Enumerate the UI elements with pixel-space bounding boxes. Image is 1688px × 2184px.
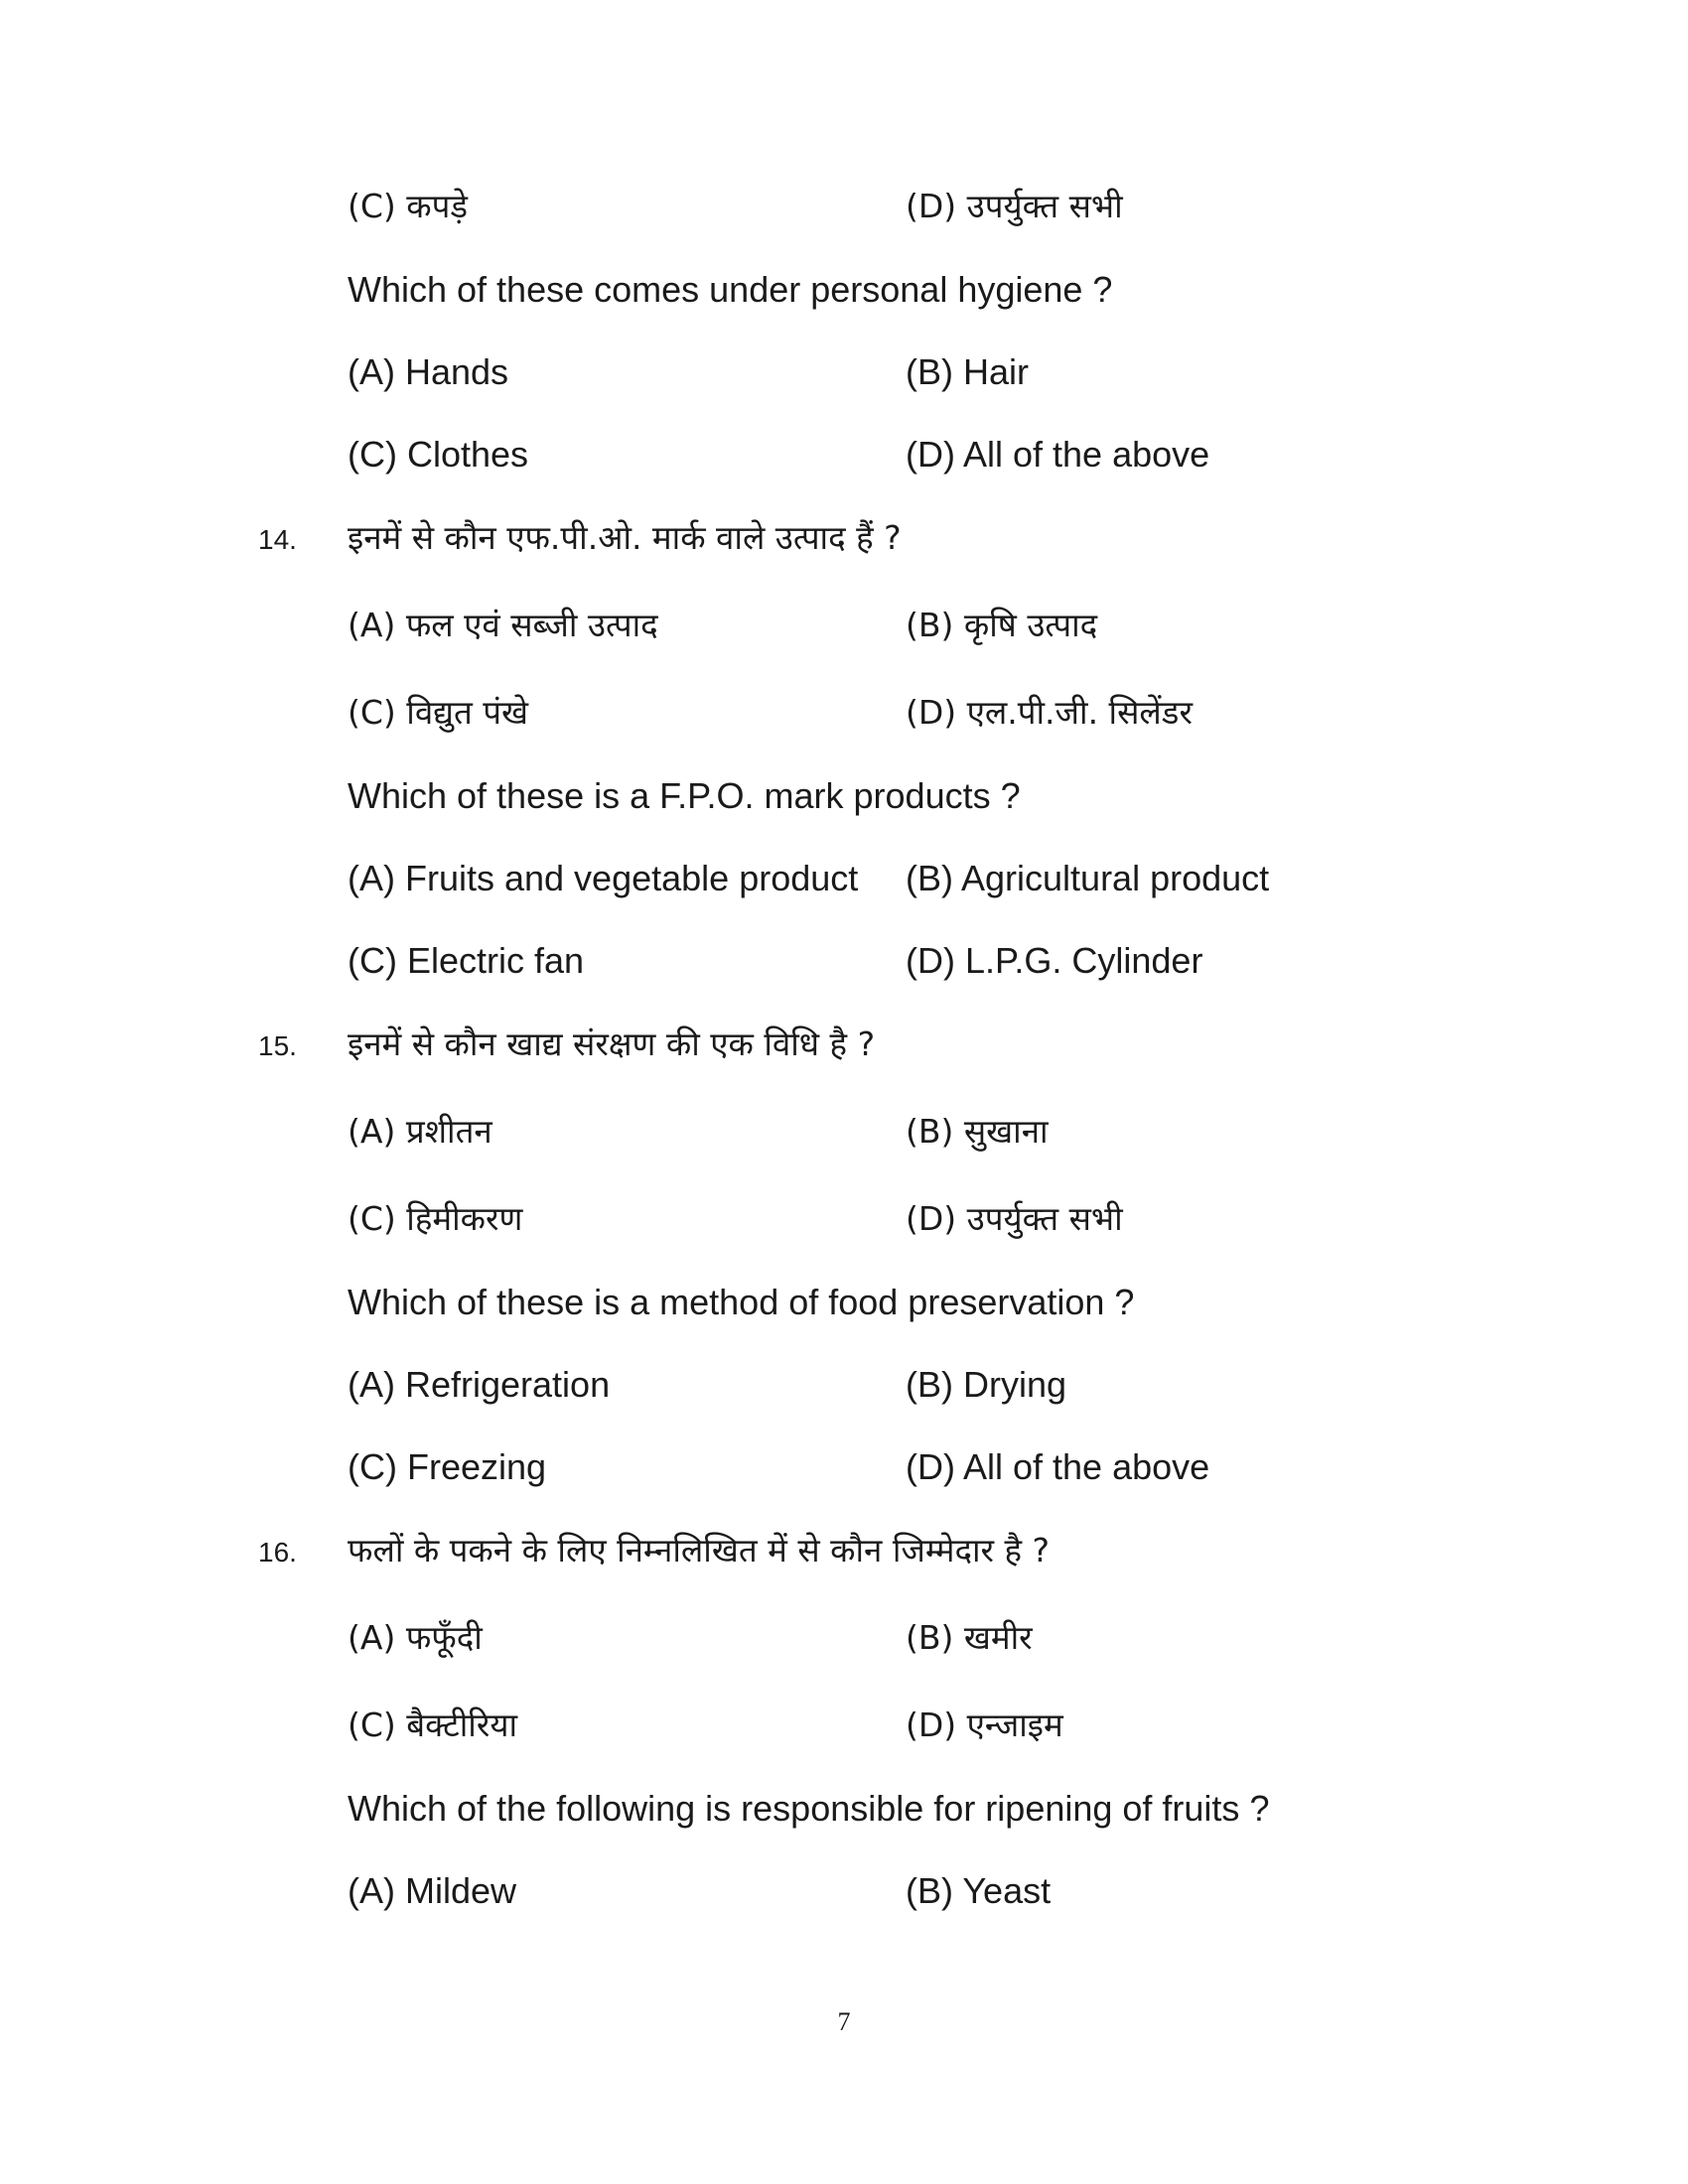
option-a: (A) Mildew: [348, 1870, 517, 1911]
question-text: Which of the following is responsible for ripening of fruits ?: [348, 1788, 1270, 1829]
q16-hindi-options-cd: [0, 1696, 1688, 1755]
q14-hindi-question: [0, 508, 1688, 568]
question-number: 15.: [258, 1030, 297, 1061]
option-a: (A) फफूँदी: [348, 1618, 483, 1657]
option-b: (B) Drying: [906, 1364, 1067, 1405]
option-c: (C) बैक्टीरिया: [348, 1706, 518, 1744]
question-text: इनमें से कौन एफ.पी.ओ. मार्क वाले उत्पाद हैं ?: [348, 518, 902, 557]
q14-english-options-cd: [0, 931, 1688, 991]
option-d: (D) एन्जाइम: [906, 1706, 1063, 1744]
q16-english-question: [0, 1779, 1688, 1839]
q16-english-options-ab: [0, 1861, 1688, 1921]
option-b: (B) खमीर: [906, 1618, 1033, 1657]
q15-english-options-cd: [0, 1437, 1688, 1497]
option-d: (D) उपर्युक्त सभी: [906, 187, 1123, 225]
question-text: Which of these is a F.P.O. mark products ?: [348, 775, 1021, 816]
option-d: (D) All of the above: [906, 1446, 1210, 1487]
option-a: (A) Fruits and vegetable product: [348, 858, 859, 898]
option-b: (B) Hair: [906, 351, 1029, 392]
option-c: (C) विद्युत पंखे: [348, 693, 529, 732]
option-a: (A) फल एवं सब्जी उत्पाद: [348, 606, 658, 644]
question-text: Which of these is a method of food preservation ?: [348, 1282, 1135, 1322]
option-d: (D) L.P.G. Cylinder: [906, 940, 1203, 981]
q13-english-options-cd: [0, 425, 1688, 484]
q16-hindi-question: [0, 1521, 1688, 1580]
q13-hindi-options-cd: [0, 177, 1688, 236]
q14-english-options-ab: [0, 849, 1688, 908]
q13-english-options-ab: [0, 342, 1688, 402]
q15-english-options-ab: [0, 1355, 1688, 1415]
q14-hindi-options-cd: [0, 683, 1688, 743]
question-number: 14.: [258, 524, 297, 555]
question-number: 16.: [258, 1537, 297, 1568]
option-a: (A) Refrigeration: [348, 1364, 611, 1405]
page-number: 7: [837, 2007, 851, 2036]
option-c: (C) Freezing: [348, 1446, 547, 1487]
option-d: (D) उपर्युक्त सभी: [906, 1199, 1123, 1238]
q15-english-question: [0, 1273, 1688, 1332]
q14-hindi-options-ab: [0, 596, 1688, 655]
option-b: (B) Agricultural product: [906, 858, 1270, 898]
q13-english-question: [0, 260, 1688, 320]
option-d: (D) All of the above: [906, 434, 1210, 475]
q15-hindi-options-ab: [0, 1102, 1688, 1161]
option-b: (B) कृषि उत्पाद: [906, 606, 1098, 644]
option-a: (A) प्रशीतन: [348, 1112, 492, 1151]
question-text: फलों के पकने के लिए निम्नलिखित में से कौन जिम्मेदार है ?: [348, 1531, 1051, 1570]
question-text: Which of these comes under personal hygiene ?: [348, 269, 1113, 310]
q15-hindi-options-cd: [0, 1189, 1688, 1249]
question-text: इनमें से कौन खाद्य संरक्षण की एक विधि है ?: [348, 1024, 876, 1063]
q14-english-question: [0, 766, 1688, 826]
option-c: (C) कपड़े: [348, 187, 469, 225]
option-b: (B) Yeast: [906, 1870, 1052, 1911]
option-c: (C) Electric fan: [348, 940, 585, 981]
q15-hindi-question: [0, 1015, 1688, 1074]
option-a: (A) Hands: [348, 351, 509, 392]
option-c: (C) Clothes: [348, 434, 529, 475]
option-b: (B) सुखाना: [906, 1112, 1049, 1151]
option-d: (D) एल.पी.जी. सिलेंडर: [906, 693, 1193, 732]
q16-hindi-options-ab: [0, 1608, 1688, 1668]
option-c: (C) हिमीकरण: [348, 1199, 523, 1238]
